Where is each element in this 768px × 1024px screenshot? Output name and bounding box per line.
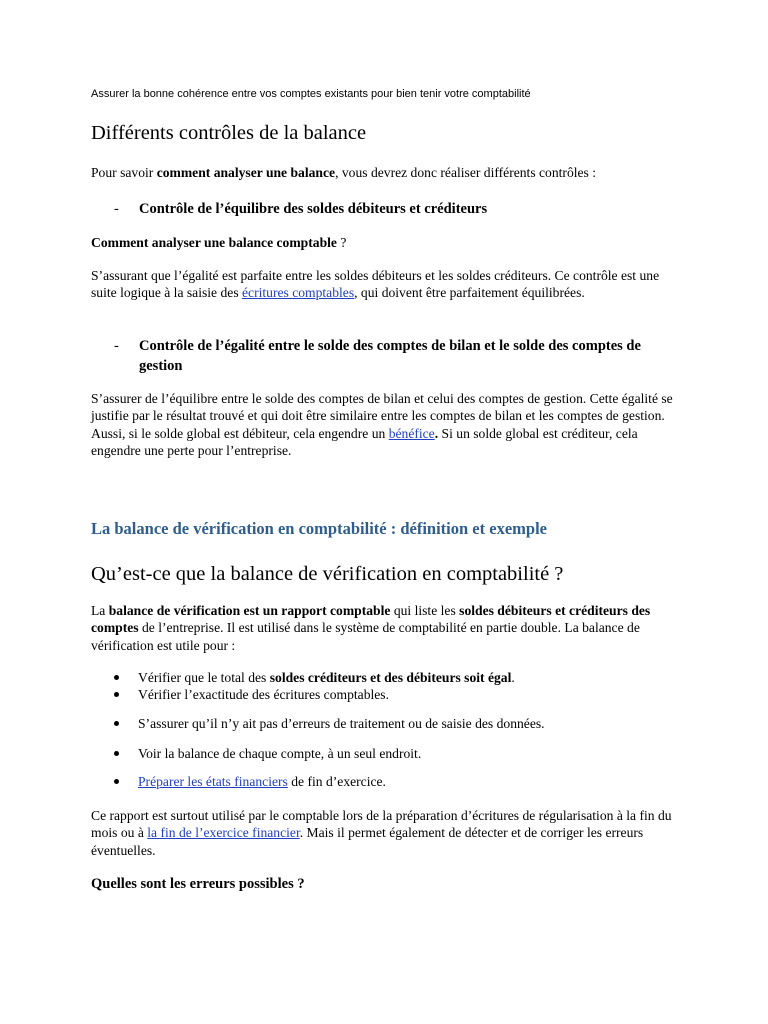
bullet-dot (114, 675, 119, 680)
page-title: Différents contrôles de la balance (91, 122, 367, 144)
control-item-2-label: Contrôle de l’égalité entre le solde des comptes de bilan et le solde des comptes de gestion (139, 338, 641, 374)
paragraph-definition: La balance de vérification est un rapport comptable qui liste les soldes débiteurs et créditeurs des comptes de l’entreprise. Il est utilisé dans le système de comptabilité en partie double. La balance de vérification est utile pour : (91, 603, 651, 653)
dash-marker: - (114, 338, 119, 354)
bullet-dot (114, 692, 119, 697)
bullet-dot (114, 721, 119, 726)
bullet-dot (114, 779, 119, 784)
link-ecritures-comptables[interactable]: écritures comptables (242, 285, 355, 301)
question-heading-2: Quelles sont les erreurs possibles ? (91, 876, 305, 892)
paragraph-usage: Ce rapport est surtout utilisé par le comptable lors de la préparation d’écritures de régularisation à la fin du mois ou à la fin de l’exercice financier. Mais il permet également de détecter et de corriger les erreurs éventuelles. (91, 808, 672, 858)
section-heading: La balance de vérification en comptabilité : définition et exemple (91, 519, 547, 538)
bullet-dot (114, 751, 119, 756)
list-item: Voir la balance de chaque compte, à un seul endroit. (110, 745, 680, 762)
link-fin-exercice[interactable]: la fin de l’exercice financier (147, 825, 300, 841)
dash-marker: - (114, 201, 119, 217)
list-item: Vérifier l’exactitude des écritures comptables. (110, 686, 680, 703)
list-item: Vérifier que le total des soldes créditeurs et des débiteurs soit égal. (110, 669, 680, 686)
question-heading-1: Comment analyser une balance comptable ? (91, 235, 347, 250)
list-item: S’assurer qu’il n’y ait pas d’erreurs de traitement ou de saisie des données. (110, 715, 680, 732)
link-etats-financiers[interactable]: Préparer les états financiers (138, 774, 288, 789)
bold-phrase: comment analyser une balance (156, 165, 336, 180)
link-benefice[interactable]: bénéfice (388, 425, 435, 441)
paragraph-bilan-gestion: S’assurer de l’équilibre entre le solde des comptes de bilan et celui des comptes de gestion. Cette égalité se justifie par le résultat trouvé et qui doit être similaire entre les comptes de bilan et les comptes de gestion. Aussi, si le solde global est débiteur, cela engendre un bénéfice. Si un solde global est créditeur, cela engendre une perte pour l’entreprise. (91, 391, 673, 459)
control-item-2 (114, 336, 674, 376)
intro-line: Assurer la bonne cohérence entre vos comptes existants pour bien tenir votre comptabilité (91, 88, 531, 100)
paragraph-intro-controls: Pour savoir comment analyser une balance, vous devrez donc réaliser différents contrôles : (91, 165, 597, 180)
control-item-1-label: Contrôle de l’équilibre des soldes débiteurs et créditeurs (139, 201, 488, 217)
paragraph-balance-check: S’assurant que l’égalité est parfaite entre les soldes débiteurs et les soldes créditeurs. Ce contrôle est une suite logique à la saisie des écritures comptables, qui doivent être parfaitement équilibrées. (91, 268, 660, 301)
title-question: Qu’est-ce que la balance de vérification en comptabilité ? (91, 563, 564, 585)
control-item-1 (114, 199, 674, 219)
list-item: Préparer les états financiers de fin d’exercice. (110, 773, 680, 790)
